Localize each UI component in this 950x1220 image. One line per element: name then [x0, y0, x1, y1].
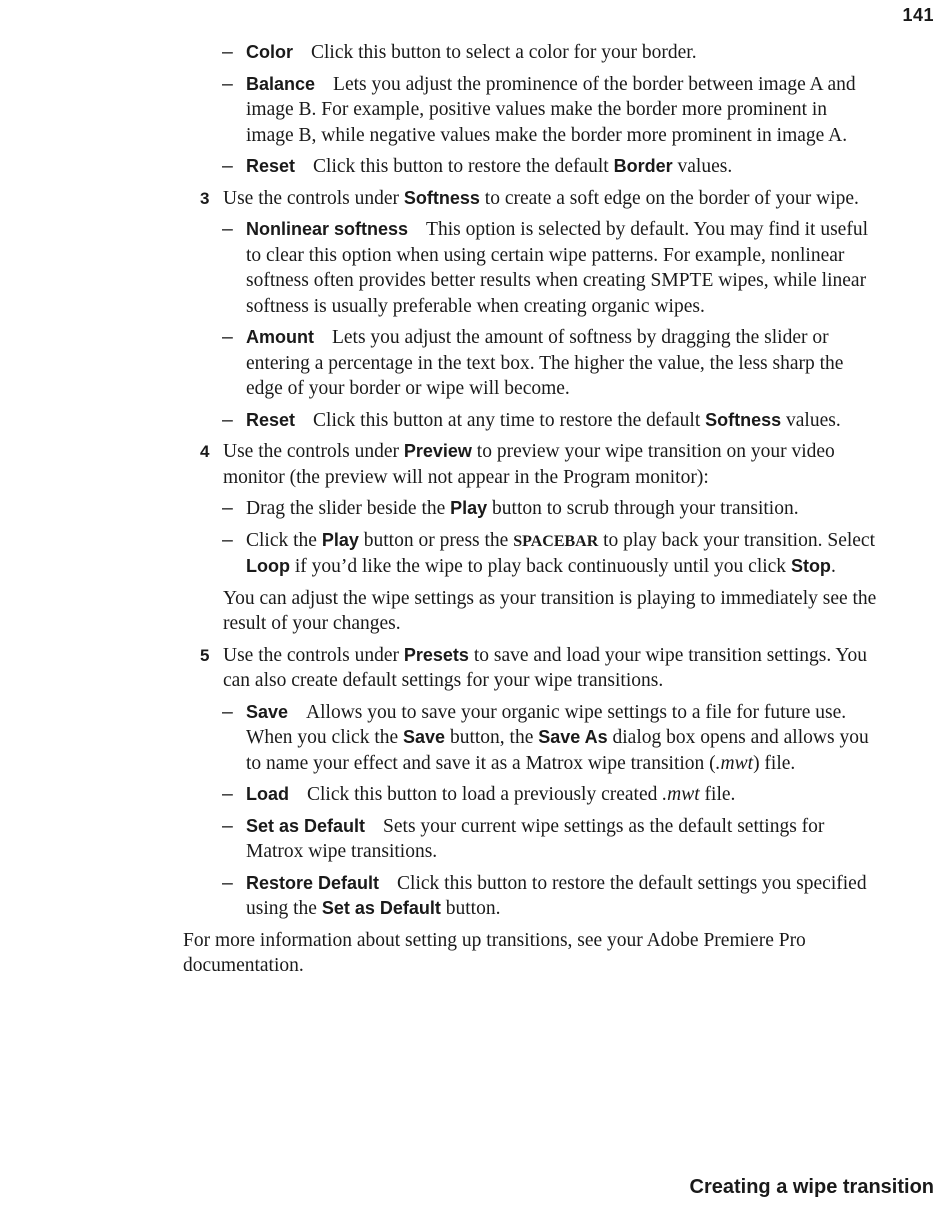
term-restore-default: Restore Default: [246, 872, 380, 893]
dash-bullet: –: [222, 497, 233, 519]
term-reset: Reset: [246, 409, 296, 430]
desc-text: values.: [786, 409, 841, 431]
list-item-reset-softness: [222, 408, 878, 434]
desc-text: Click this button at any time to restore the default: [313, 409, 701, 431]
term-balance: Balance: [246, 73, 316, 94]
term-color: Color: [246, 42, 293, 62]
key-spacebar: SPACEBAR: [513, 532, 599, 550]
term-nonlinear-softness: Nonlinear softness: [246, 219, 409, 239]
page-number: 141: [902, 5, 934, 25]
desc-text: Allows you to save your organic wipe settings to a file for future use. When you click the: [246, 701, 847, 748]
document-body: [0, 40, 950, 979]
step-text: Use the controls under: [223, 441, 399, 462]
bold-stop: Stop: [790, 556, 831, 576]
step-text: to create a soft edge on the border of your wipe.: [484, 187, 859, 209]
closing-paragraph: For more information about setting up transitions, see your Adobe Premiere Pro documentation.: [183, 929, 806, 976]
list-item-save: [222, 700, 878, 777]
desc-text: file.: [704, 784, 736, 805]
step-text: to preview your wipe transition on your video monitor (the preview will not appear in the Program monitor):: [223, 441, 835, 488]
desc-text: if you’d like the wipe to play back continuously until you click: [294, 556, 787, 577]
desc-text: Drag the slider beside the: [246, 498, 446, 519]
step-5: [200, 643, 878, 694]
desc-balance: Lets you adjust the prominence of the border between image A and image B. For example, positive values make the border more prominent in image B, while negative values make the border more prominent in image A.: [246, 73, 856, 146]
desc-text: to play back your transition. Select: [603, 529, 875, 551]
list-item-drag-slider: [222, 496, 878, 522]
dash-bullet: –: [222, 408, 233, 431]
term-load: Load: [246, 784, 289, 804]
bold-play: Play: [450, 498, 488, 518]
desc-text: Click this button to restore the default: [313, 156, 609, 177]
dash-bullet: –: [222, 783, 233, 805]
bold-presets: Presets: [403, 644, 469, 665]
dash-bullet: –: [222, 41, 233, 63]
list-item-amount: [222, 325, 878, 402]
bold-set-as-default: Set as Default: [321, 898, 441, 918]
dash-bullet: –: [222, 155, 233, 177]
bold-save-as: Save As: [538, 727, 608, 747]
desc-amount: Lets you adjust the amount of softness by dragging the slider or entering a percentage in the text box. The higher the value, the less sharp the edge of your border or wipe will become.: [246, 327, 844, 399]
desc-text: Click the: [246, 529, 317, 551]
step-number: 4: [200, 442, 210, 461]
dash-bullet: –: [222, 700, 233, 723]
desc-text: .: [830, 556, 836, 577]
step-text: Use the controls under: [223, 187, 399, 209]
dash-bullet: –: [222, 326, 233, 348]
term-reset: Reset: [246, 156, 296, 176]
desc-text: Click this button to restore the default settings you specified using the: [246, 872, 867, 919]
list-item-reset-border: [222, 154, 878, 180]
list-item-color: [222, 40, 878, 66]
desc-text: values.: [677, 156, 733, 177]
term-set-as-default: Set as Default: [246, 815, 366, 836]
bold-loop: Loop: [246, 556, 290, 576]
italic-extension: .mwt: [715, 752, 754, 774]
list-item-balance: [222, 72, 878, 149]
bold-border: Border: [613, 156, 673, 176]
adjust-note: You can adjust the wipe settings as your transition is playing to immediately see the result of your changes.: [223, 587, 877, 634]
list-item-click-play: [222, 528, 878, 580]
dash-bullet: –: [222, 218, 233, 240]
desc-text: ) file.: [753, 752, 796, 774]
list-item-set-as-default: [222, 814, 878, 865]
bold-play: Play: [321, 529, 359, 550]
bold-save: Save: [403, 727, 446, 747]
desc-text: button to scrub through your transition.: [492, 498, 799, 519]
dash-bullet: –: [222, 528, 233, 551]
list-item-restore-default: [222, 871, 878, 922]
term-save: Save: [246, 701, 289, 722]
list-item-load: [222, 782, 878, 808]
desc-nonlinear: This option is selected by default. You may find it useful to clear this option when using certain wipe patterns. For example, nonlinear softness often provides better results when creating SMPTE wipes, while linear softness is usually preferable when creating organic wipes.: [246, 219, 868, 317]
desc-text: button, the: [449, 727, 534, 748]
desc-text: dialog box opens and allows you to name your effect and save it as a Matrox wipe transition (: [246, 727, 869, 774]
dash-bullet: –: [222, 72, 233, 95]
desc-text: Click this button to load a previously created: [307, 784, 658, 805]
desc-set-default: Sets your current wipe settings as the default settings for Matrox wipe transitions.: [246, 815, 825, 862]
step-3: [200, 186, 878, 212]
term-amount: Amount: [246, 327, 314, 347]
running-footer: Creating a wipe transition: [689, 1176, 934, 1198]
step-text: Use the controls under: [223, 644, 399, 666]
step-text: to save and load your wipe transition settings. You can also create default settings for your wipe transitions.: [223, 644, 868, 691]
desc-text: button.: [445, 898, 501, 919]
dash-bullet: –: [222, 871, 233, 894]
italic-extension: .mwt: [662, 784, 700, 805]
list-item-nonlinear-softness: [222, 217, 878, 319]
step-4: [200, 439, 878, 490]
desc-text: button or press the: [363, 529, 509, 551]
bold-preview: Preview: [403, 441, 472, 461]
bold-softness: Softness: [403, 187, 480, 208]
desc-color: Click this button to select a color for your border.: [311, 42, 697, 63]
step-number: 3: [200, 188, 210, 208]
dash-bullet: –: [222, 814, 233, 837]
step-number: 5: [200, 645, 210, 665]
bold-softness: Softness: [705, 409, 782, 430]
